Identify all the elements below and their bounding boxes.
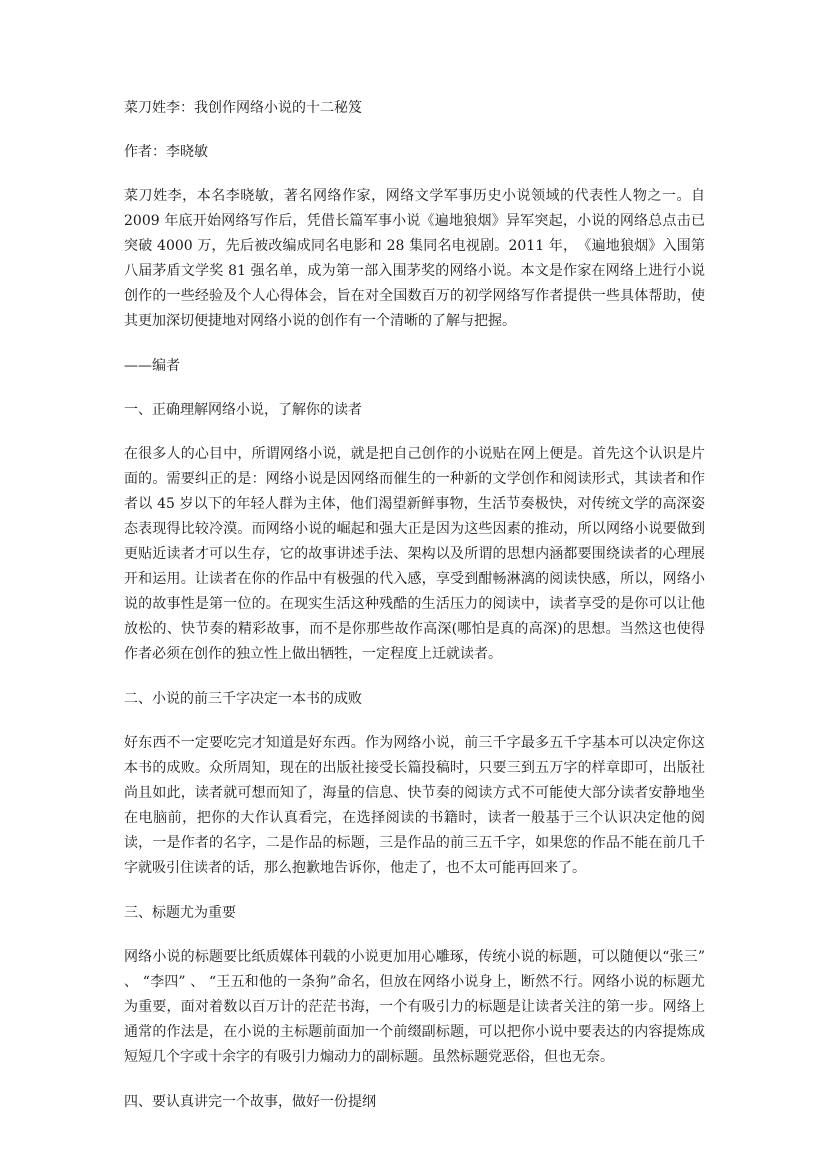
- author-line: 作者：李晓敏: [124, 144, 208, 160]
- section-body: 好东西不一定要吃完才知道是好东西。作为网络小说，前三千字最多五千字基本可以决定你这本书的成败。众所周知，现在的出版社接受长篇投稿时，只要三到五万字的样章即可，出版社尚且如此，读者就可想而知了，海量的信息、快节奏的阅读方式不可能使大部分读者安静地坐在电脑前，把你的大作认真看完，在选择阅读的书籍时，读者一般基于三个认识决定他的阅读，一是作者的名字，二是作品的标题，三是作品的前三五千字，如果您的作品不能在前几千字就吸引住读者的话，那么抱歉地告诉你，他走了，也不太可能再回来了。: [124, 735, 705, 876]
- section-heading: 四、要认真讲完一个故事，做好一份提纲: [124, 1094, 376, 1110]
- section-heading: 二、小说的前三千字决定一本书的成败: [124, 691, 362, 707]
- document-title: 菜刀姓李：我创作网络小说的十二秘笈: [124, 100, 362, 116]
- section-body: 在很多人的心目中，所谓网络小说，就是把自己创作的小说贴在网上便是。首先这个认识是片面的。需要纠正的是：网络小说是因网络而催生的一种新的文学创作和阅读形式，其读者和作者以 45 岁以下的年轻人群为主体，他们渴望新鲜事物，生活节奏极快，对传统文学的高深姿态表现得比较冷漠。而网络小说的崛起和强大正是因为这些因素的推动，所以网络小说要做到更贴近读者才可以生存，它的故事讲述手法、架构以及所谓的思想内涵都要围绕读者的心理展开和运用。让读者在你的作品中有极强的代入感，享受到酣畅淋漓的阅读快感，所以，网络小说的故事性是第一位的。在现实生活这种残酷的生活压力的阅读中，读者享受的是你可以让他放松的、快节奏的精彩故事，而不是你那些故作高深(哪怕是真的高深)的思想。当然这也使得作者必须在创作的独立性上做出牺牲，一定程度上迁就读者。: [124, 446, 705, 662]
- editor-note: ——编者: [124, 358, 180, 374]
- document-page: [124, 96, 705, 1114]
- section-heading: 三、标题尤为重要: [124, 905, 236, 921]
- section-heading: 一、正确理解网络小说，了解你的读者: [124, 402, 362, 418]
- section-body: 网络小说的标题要比纸质媒体刊载的小说更加用心雕琢，传统小说的标题，可以随便以“张三” 、 “李四” 、 “王五和他的一条狗”命名，但放在网络小说身上，断然不行。网络小说的标题尤为重要，面对着数以百万计的茫茫书海，一个有吸引力的标题是让读者关注的第一步。网络上通常的作法是，在小说的主标题前面加一个前缀副标题，可以把你小说中要表达的内容提炼成短短几个字或十余字的有吸引力煽动力的副标题。虽然标题党恶俗，但也无奈。: [124, 949, 705, 1065]
- intro-paragraph: 菜刀姓李，本名李晓敏，著名网络作家，网络文学军事历史小说领域的代表性人物之一。自 2009 年底开始网络写作后，凭借长篇军事小说《遍地狼烟》异军突起，小说的网络总点击已突破 4000 万，先后被改编成同名电影和 28 集同名电视剧。2011 年， 《遍地狼烟》入围第八届茅盾文学奖 81 强名单，成为第一部入围茅奖的网络小说。本文是作家在网络上进行小说创作的一些经验及个人心得体会，旨在对全国数百万的初学网络写作者提供一些具体帮助，使其更加深切便捷地对网络小说的创作有一个清晰的了解与把握。: [124, 188, 705, 329]
